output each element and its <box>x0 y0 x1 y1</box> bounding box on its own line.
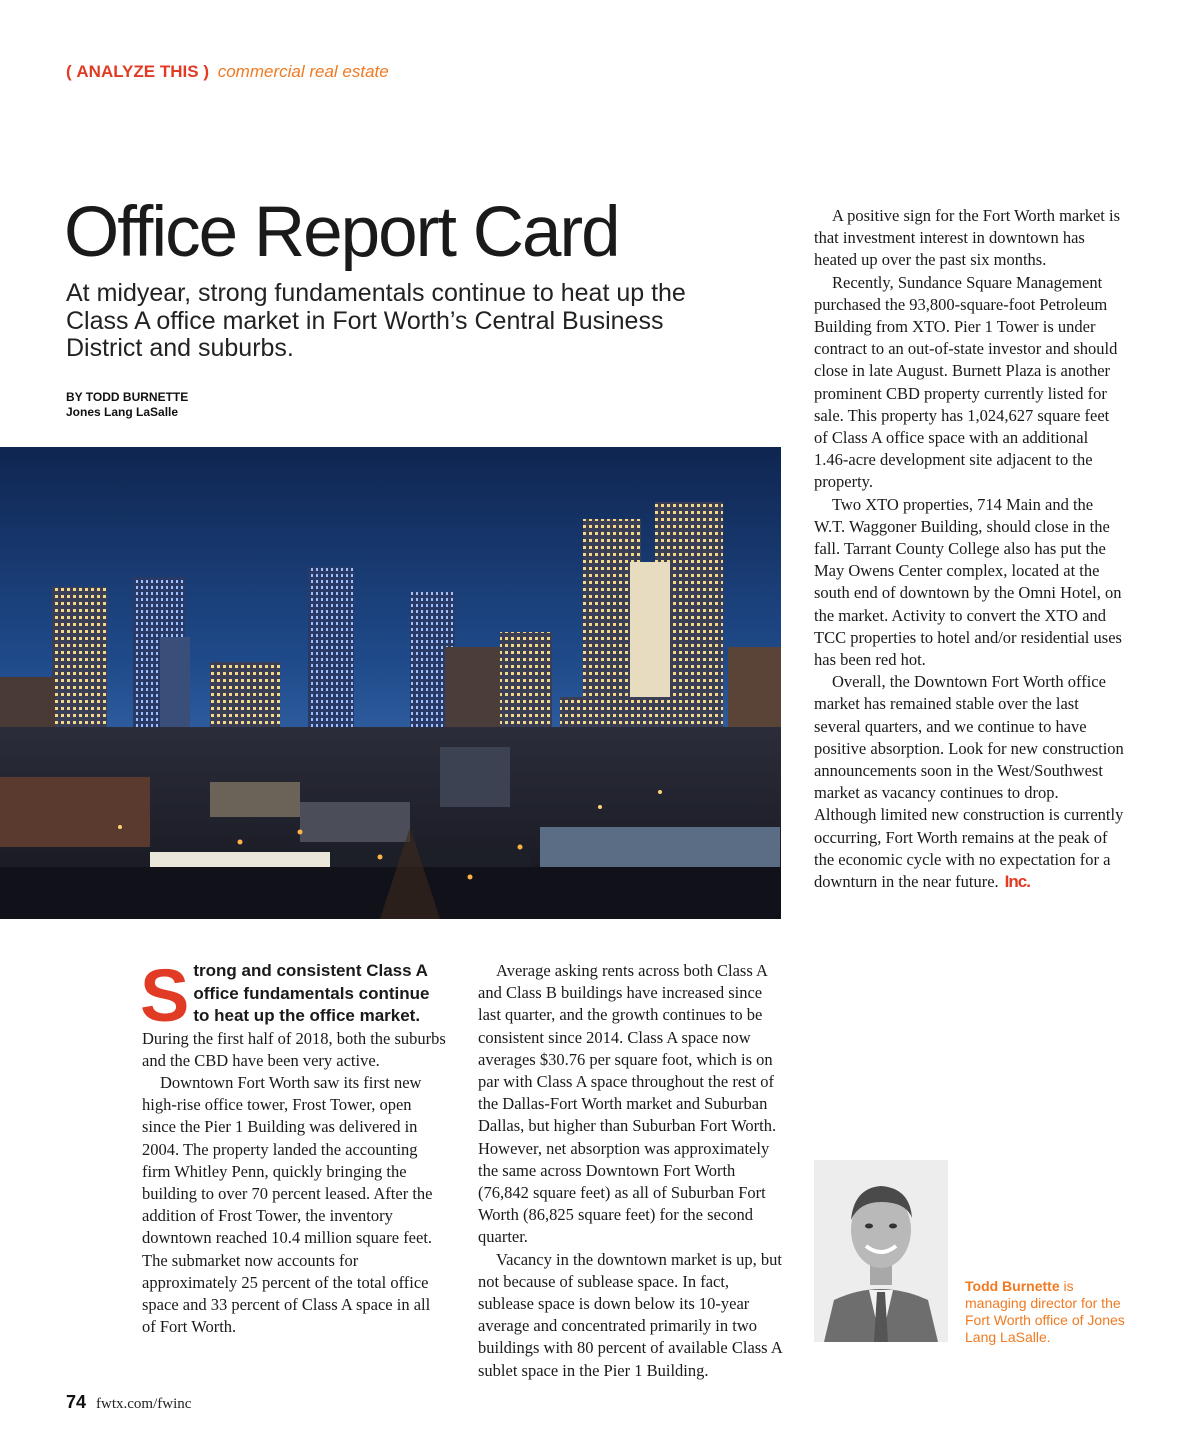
author-headshot <box>814 1160 948 1342</box>
author-bio <box>965 1278 1135 1346</box>
body-column-2 <box>478 960 784 1382</box>
paragraph-6: Recently, Sundance Square Management purchased the 93,800-square-foot Petroleum Building from XTO. Pier 1 Tower is under contract to an out-of-state investor and should close in late August. Burnett Plaza is another prominent CBD property currently listed for sale. This property has 1,024,627 square feet of Class A office space with an additional 1.46-acre development site adjacent to the property. <box>814 272 1118 492</box>
drop-cap: S <box>140 954 190 1037</box>
paragraph-8-text: Overall, the Downtown Fort Worth office market has remained stable over the last several quarters, and we continue to have positive absorption. Look for new construction announcements soon in the West/Southwest market as vacancy continues to drop. Although limited new construction is currently occurring, Fort Worth remains at the peak of the economic cycle with no expectation for a downturn in the near future. <box>814 672 1124 892</box>
paragraph-7: Two XTO properties, 714 Main and the W.T. Waggoner Building, should close in the fall. Tarrant County College also has put the May Owens Center complex, located at the south end of downtown by the Omni Hotel, on the market. Activity to convert the XTO and TCC properties to hotel and/or residential uses has been red hot. <box>814 494 1122 670</box>
body-column-3 <box>814 205 1124 893</box>
body-column-1 <box>140 954 448 1338</box>
kicker-paren-open: ( <box>66 62 72 81</box>
lede-block <box>140 954 448 1037</box>
section-kicker <box>66 62 389 82</box>
byline-affiliation: Jones Lang LaSalle <box>66 405 179 419</box>
kicker-subsection: commercial real estate <box>217 62 389 81</box>
byline-author: BY TODD BURNETTE <box>66 390 189 404</box>
article-deck: At midyear, strong fundamentals continue to heat up the Class A office market in Fort Worth’s Central Business District and suburbs. <box>66 279 686 362</box>
inc-logo-icon: Inc. <box>1004 872 1030 892</box>
paragraph-8 <box>814 671 1124 893</box>
article-title: Office Report Card <box>64 193 619 272</box>
footer-url[interactable]: fwtx.com/fwinc <box>96 1396 192 1412</box>
kicker-section: ANALYZE THIS <box>76 62 199 81</box>
page-number: 74 <box>66 1392 87 1412</box>
paragraph-3: Average asking rents across both Class A and Class B buildings have increased since last quarter, and the growth continues to be consistent since 2014. Class A space now averages $30.76 per square foot, which is on par with Class A space throughout the rest of the Dallas-Fort Worth market and Suburban Dallas, but higher than Suburban Fort Worth. However, net absorption was approximately the same across Downtown Fort Worth (76,842 square feet) as all of Suburban Fort Worth (86,825 square feet) for the second quarter. <box>478 961 777 1247</box>
paragraph-5: A positive sign for the Fort Worth market is that investment interest in downtown has heated up over the past six months. <box>814 206 1121 270</box>
paragraph-4: Vacancy in the downtown market is up, but not because of sublease space. In fact, sublease space is down below its 10-year average and concentrated primarily in two buildings with 80 percent of available Class A sublet space in the Pier 1 Building. <box>478 1249 782 1380</box>
page-footer <box>66 1392 191 1413</box>
paragraph-2: Downtown Fort Worth saw its first new high-rise office tower, Frost Tower, open since the Pier 1 Building was delivered in 2004. The property landed the accounting firm Whitley Penn, quickly bringing the building to over 70 percent leased. After the addition of Frost Tower, the inventory downtown reached 10.4 million square feet. The submarket now accounts for approximately 25 percent of the total office space and 33 percent of Class A space in all of Fort Worth. <box>142 1072 433 1337</box>
byline <box>66 390 188 420</box>
bio-name: Todd Burnette <box>965 1278 1060 1294</box>
skyline-photo <box>0 447 781 919</box>
lede-text: trong and consistent Class A office fundamentals continue to heat up the office market. <box>193 961 430 1025</box>
bio-text: is managing director for the Fort Worth office of Jones Lang LaSalle. <box>965 1278 1125 1345</box>
kicker-paren-close: ) <box>203 62 209 81</box>
paragraph-1: During the first half of 2018, both the suburbs and the CBD have been very active. <box>142 1028 446 1070</box>
